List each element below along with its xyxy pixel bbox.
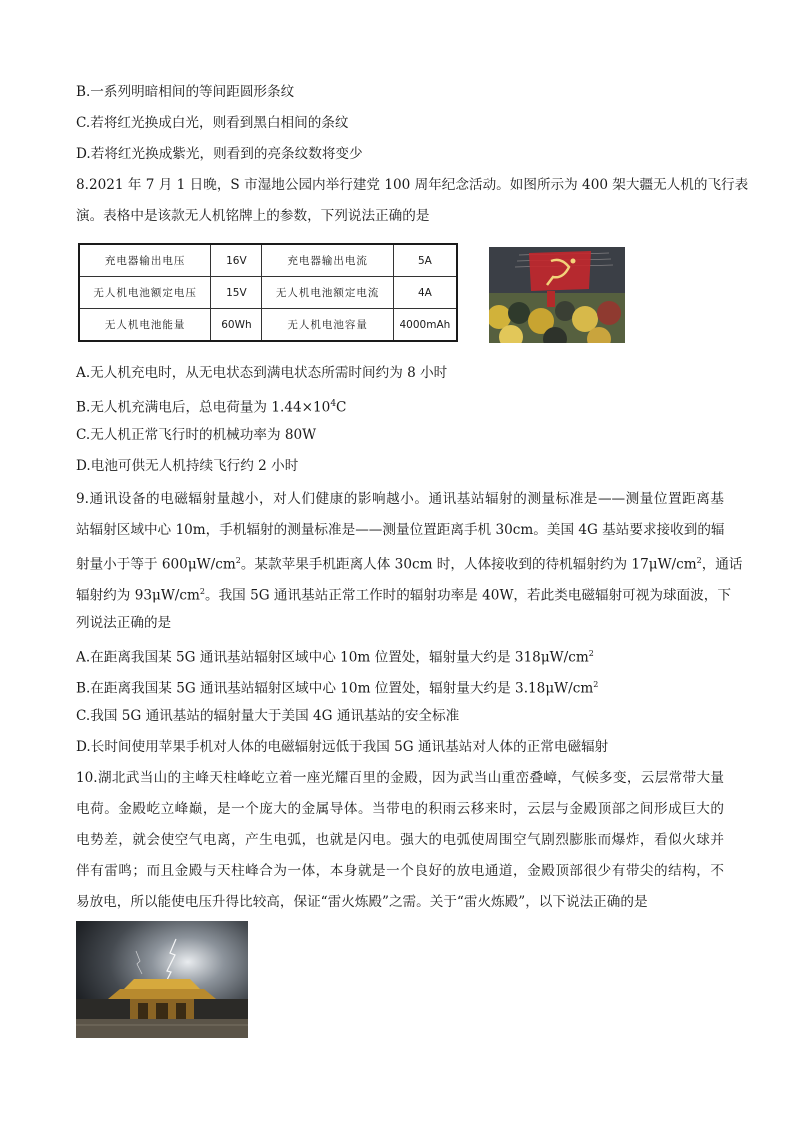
drone-show-photo [489, 247, 625, 343]
q9-superscript: 2 [199, 587, 205, 596]
q10-stem-line-5: 易放电，所以能使电压升得比较高，保证“雷火炼殿”之需。关于“雷火炼殿”，以下说法正确的是 [76, 894, 648, 910]
q8-option-a: A.无人机充电时，从无电状态到满电状态所需时间约为 8 小时 [76, 365, 448, 381]
table-cell: 60Wh [211, 309, 262, 342]
drone-spec-table [78, 243, 458, 342]
q9-stem-line-3 [76, 551, 743, 575]
q9-option-a [76, 644, 724, 668]
q9-superscript: 2 [235, 556, 241, 565]
q7-option-d: D.若将红光换成紫光，则看到的亮条纹数将变少 [76, 146, 363, 162]
q9-superscript: 2 [588, 649, 594, 658]
table-cell: 5A [393, 244, 457, 277]
table-cell: 充电器输出电流 [262, 244, 393, 277]
q8-stem-line-2: 演。表格中是该款无人机铭牌上的参数，下列说法正确的是 [76, 208, 430, 224]
golden-temple-lightning-photo [76, 921, 248, 1038]
q9-superscript: 2 [593, 680, 599, 689]
q10-stem-line-1: 10.湖北武当山的主峰天柱峰屹立着一座光耀百里的金殿，因为武当山重峦叠嶂，气候多变，云层常带大量 [76, 770, 724, 786]
q8-stem-line-1: 8.2021 年 7 月 1 日晚，S 市湿地公园内举行建党 100 周年纪念活动。如图所示为 400 架大疆无人机的飞行表 [76, 177, 749, 193]
q9-option-a-text: A.在距离我国某 5G 通讯基站辐射区域中心 10m 位置处，辐射量大约是 318μW/cm [76, 649, 589, 666]
q10-stem-line-2: 电荷。金殿屹立峰巅，是一个庞大的金属导体。当带电的积雨云移来时，云层与金殿顶部之间形成巨大的 [76, 801, 724, 817]
q7-option-b: B.一系列明暗相间的等间距圆形条纹 [76, 84, 295, 100]
q9-option-b-text: B.在距离我国某 5G 通讯基站辐射区域中心 10m 位置处，辐射量大约是 3.18μW/cm [76, 680, 594, 697]
table-cell: 16V [211, 244, 262, 277]
q9-option-b [76, 675, 724, 699]
q9-superscript: 2 [696, 556, 702, 565]
table-row [79, 277, 457, 309]
q8-option-b-text: B.无人机充满电后，总电荷量为 1.44×10 [76, 399, 331, 416]
q8-option-c: C.无人机正常飞行时的机械功率为 80W [76, 427, 317, 443]
q9-option-c: C.我国 5G 通讯基站的辐射量大于美国 4G 通讯基站的安全标准 [76, 708, 460, 724]
table-cell: 充电器输出电压 [79, 244, 211, 277]
table-cell: 无人机电池容量 [262, 309, 393, 342]
q9-text-segment: 。我国 5G 通讯基站正常工作时的辐射功率是 40W，若此类电磁辐射可视为球面波，下 [204, 587, 731, 604]
q9-text-segment: 射量小于等于 600μW/cm [76, 556, 236, 573]
table-cell: 4A [393, 277, 457, 309]
table-cell: 4000mAh [393, 309, 457, 342]
q9-text-segment: ，通话 [701, 556, 743, 573]
q8-option-b-unit: C [336, 399, 347, 416]
q8-option-d: D.电池可供无人机持续飞行约 2 小时 [76, 458, 299, 474]
q9-stem-line-1: 9.通讯设备的电磁辐射量越小，对人们健康的影响越小。通讯基站辐射的测量标准是——测量位置距离基 [76, 491, 724, 507]
table-cell: 15V [211, 277, 262, 309]
q10-stem-line-3: 电势差，就会使空气电离，产生电弧，也就是闪电。强大的电弧使周围空气剧烈膨胀而爆炸，看似火球并 [76, 832, 724, 848]
q9-stem-line-2: 站辐射区域中心 10m，手机辐射的测量标准是——测量位置距离手机 30cm。美国 4G 基站要求接收到的辐 [76, 522, 725, 538]
table-cell: 无人机电池能量 [79, 309, 211, 342]
q9-text-segment: 。某款苹果手机距离人体 30cm 时，人体接收到的待机辐射约为 17μW/cm [240, 556, 697, 573]
q9-stem-line-5: 列说法正确的是 [76, 615, 172, 631]
table-row [79, 309, 457, 342]
table-row [79, 244, 457, 277]
q10-stem-line-4: 伴有雷鸣；而且金殿与天柱峰合为一体，本身就是一个良好的放电通道，金殿顶部很少有带尖的结构，不 [76, 863, 724, 879]
q8-option-b [76, 394, 724, 418]
q9-stem-line-4 [76, 582, 731, 606]
q9-text-segment: 辐射约为 93μW/cm [76, 587, 200, 604]
q7-option-c: C.若将红光换成白光，则看到黑白相间的条纹 [76, 115, 349, 131]
table-cell: 无人机电池额定电压 [79, 277, 211, 309]
q8-option-b-exponent: 4 [330, 399, 337, 409]
table-cell: 无人机电池额定电流 [262, 277, 393, 309]
q9-option-d: D.长时间使用苹果手机对人体的电磁辐射远低于我国 5G 通讯基站对人体的正常电磁辐射 [76, 739, 609, 755]
